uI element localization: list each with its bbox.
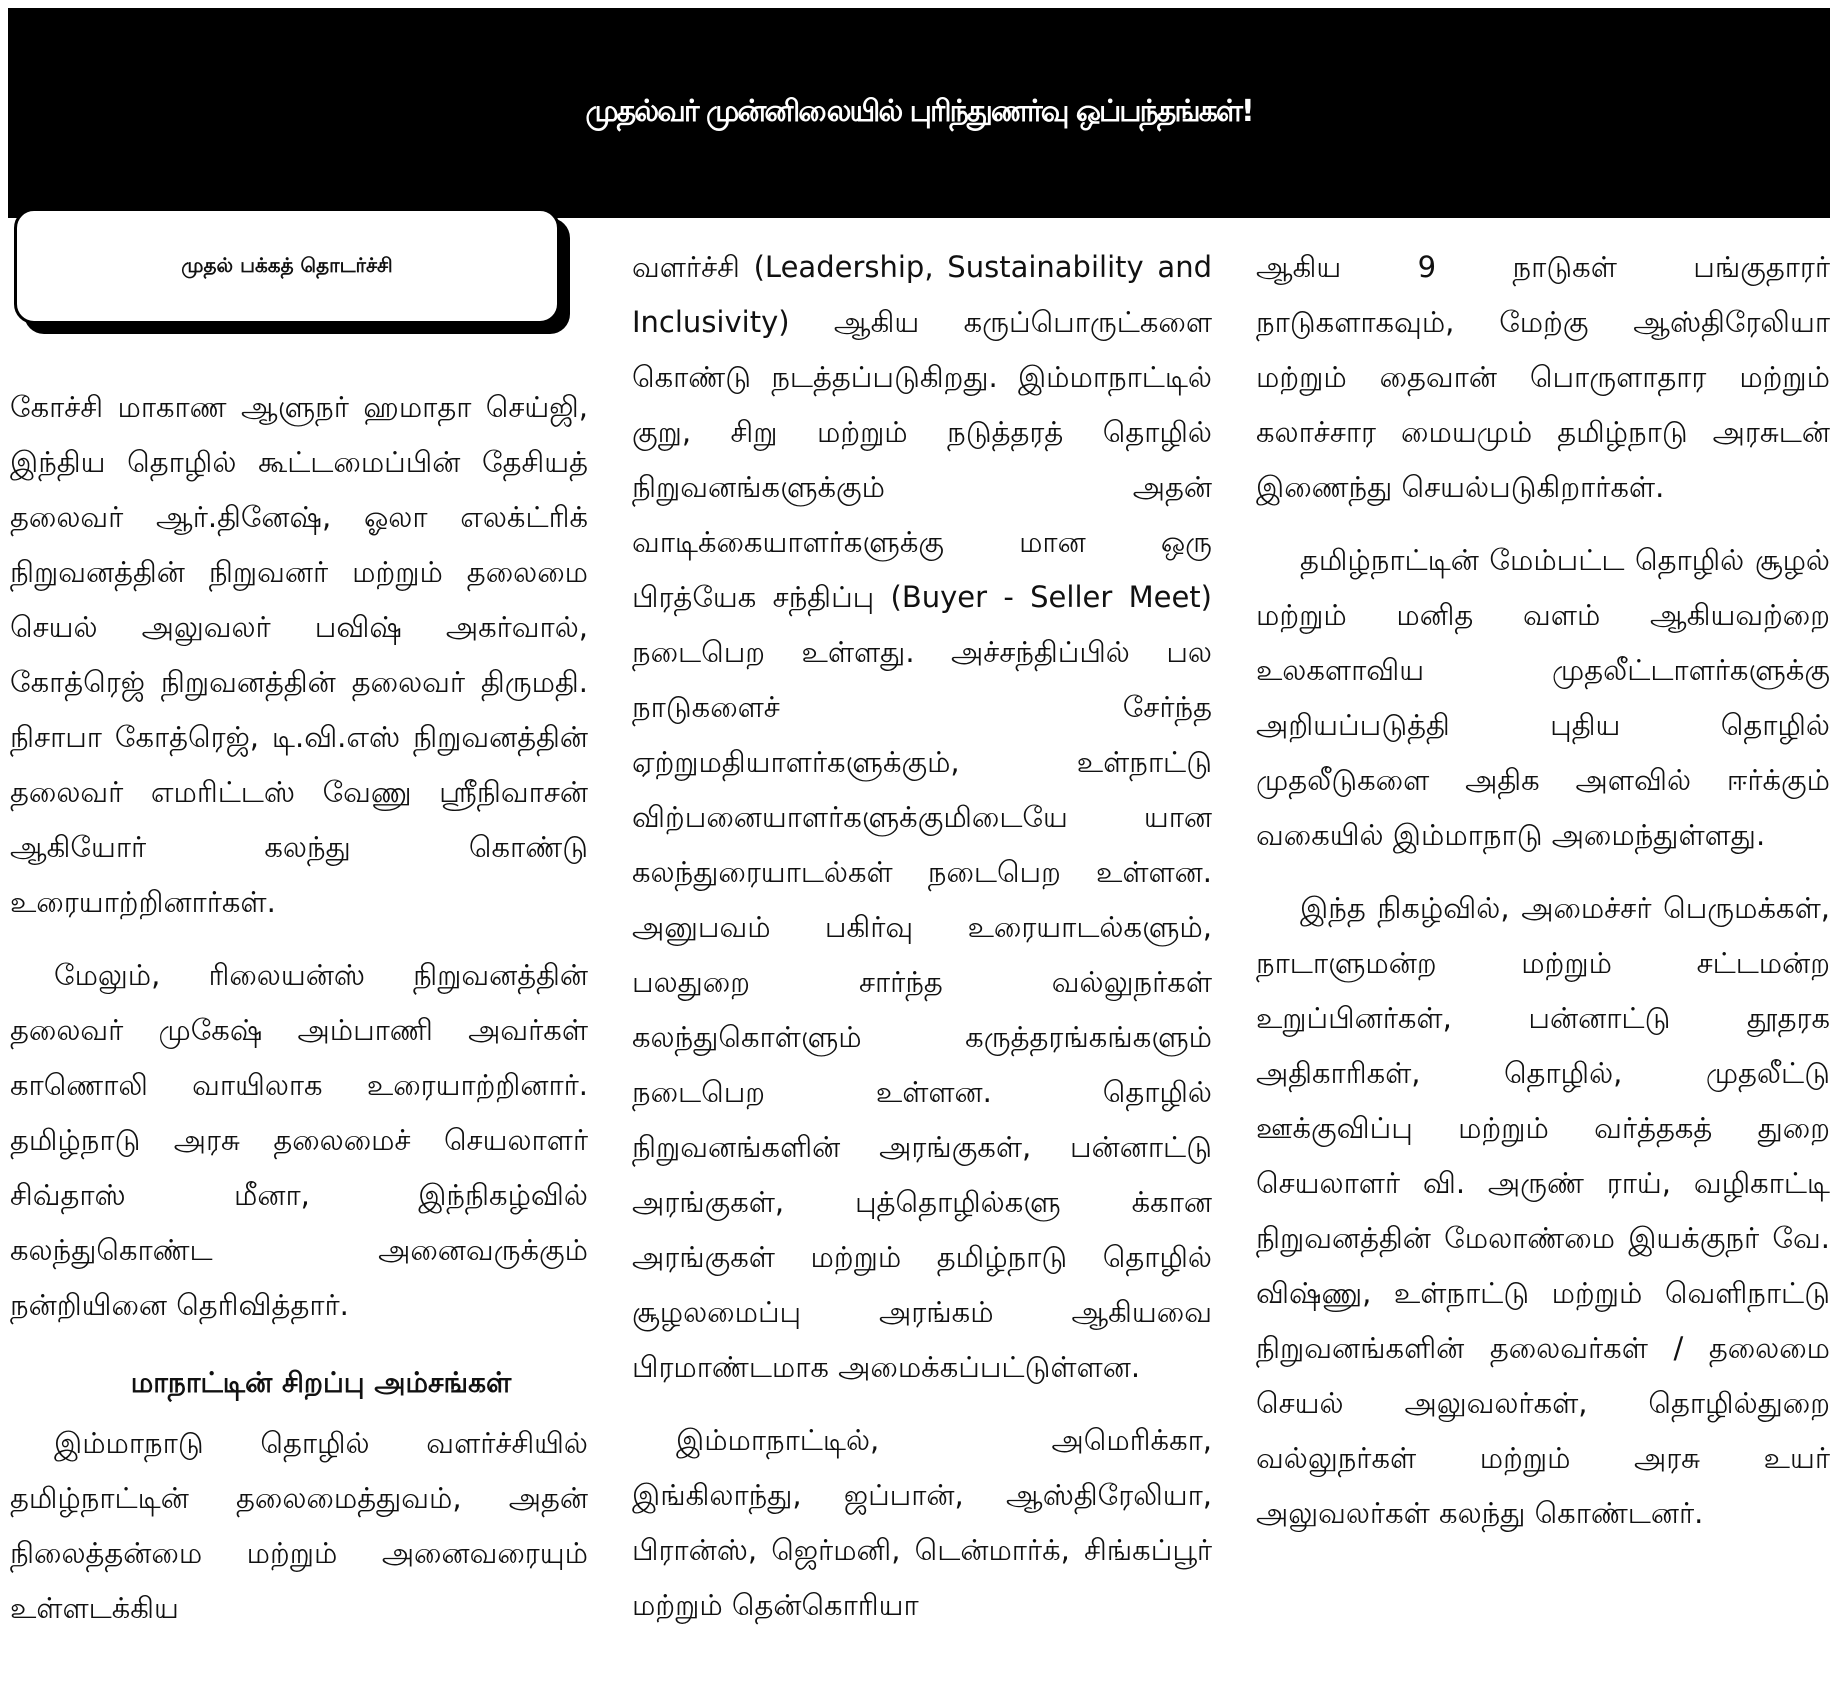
paragraph: வளர்ச்சி (Leadership, Sustainability and Inclusivity) ஆகிய கருப்பொருட்களை கொண்டு நடத்தப்படுகிறது. இம்மாநாட்டில் குறு, சிறு மற்றும் நடுத்தரத் தொழில் நிறுவனங்களுக்கும் அதன் வாடிக்கையாளர்களுக்கு மான ஒரு பிரத்யேக சந்திப்பு (Buyer - Seller Meet) நடைபெற உள்ளது. அச்சந்திப்பில் பல நாடுகளைச் சேர்ந்த ஏற்றுமதியாளர்களுக்கும், உள்நாட்டு விற்பனையாளர்களுக்குமிடையே யான கலந்துரையாடல்கள் நடைபெற உள்ளன. அனுபவம் பகிர்வு உரையாடல்களும், பலதுறை சார்ந்த வல்லுநர்கள் கலந்துகொள்ளும் கருத்தரங்கங்களும் நடைபெற உள்ளன. தொழில் நிறுவனங்களின் அரங்குகள், பன்னாட்டு அரங்குகள், புத்தொழில்களு க்கான அரங்குகள் மற்றும் தமிழ்நாடு தொழில் சூழலமைப்பு அரங்கம் ஆகியவை பிரமாண்டமாக அமைக்கப்பட்டுள்ளன. (632, 250, 1212, 1384)
paragraph: இம்மாநாட்டில், அமெரிக்கா, இங்கிலாந்து, ஜப்பான், ஆஸ்திரேலியா, பிரான்ஸ், ஜெர்மனி, டென்மார்க், சிங்கப்பூர் மற்றும் தென்கொரியா (632, 1423, 1212, 1622)
paragraph: இம்மாநாடு தொழில் வளர்ச்சியில் தமிழ்நாட்டின் தலைமைத்துவம், அதன் நிலைத்தன்மை மற்றும் அனைவரையும் உள்ளடக்கிய (10, 1426, 588, 1625)
continuation-label-box (14, 208, 560, 324)
article-column-2 (632, 240, 1212, 1633)
article-column-1 (10, 380, 588, 1636)
section-subheading: மாநாட்டின் சிறப்பு அம்சங்கள் (130, 1366, 512, 1399)
paragraph: இந்த நிகழ்வில், அமைச்சர் பெருமக்கள், நாடாளுமன்ற மற்றும் சட்டமன்ற உறுப்பினர்கள், பன்னாட்டு தூதரக அதிகாரிகள், தொழில், முதலீட்டு ஊக்குவிப்பு மற்றும் வர்த்தகத் துறை செயலாளர் வி. அருண் ராய், வழிகாட்டி நிறுவனத்தின் மேலாண்மை இயக்குநர் வே. விஷ்ணு, உள்நாட்டு மற்றும் வெளிநாட்டு நிறுவனங்களின் தலைவர்கள் / தலைமை செயல் அலுவலர்கள், தொழில்துறை வல்லுநர்கள் மற்றும் அரசு உயர் அலுவலர்கள் கலந்து கொண்டனர். (1256, 891, 1830, 1530)
paragraph: கோச்சி மாகாண ஆளுநர் ஹமாதா செய்ஜி, இந்திய தொழில் கூட்டமைப்பின் தேசியத் தலைவர் ஆர்.தினேஷ், ஓலா எலக்ட்ரிக் நிறுவனத்தின் நிறுவனர் மற்றும் தலைமை செயல் அலுவலர் பவிஷ் அகர்வால், கோத்ரெஜ் நிறுவனத்தின் தலைவர் திருமதி. நிசாபா கோத்ரெஜ், டி.வி.எஸ் நிறுவனத்தின் தலைவர் எமரிட்டஸ் வேணு ஸ்ரீநிவாசன் ஆகியோர் கலந்து கொண்டு உரையாற்றினார்கள். (10, 390, 588, 919)
article-column-3 (1256, 240, 1830, 1541)
continuation-label: முதல் பக்கத் தொடர்ச்சி (181, 252, 393, 277)
headline-banner (8, 8, 1830, 218)
paragraph: மேலும், ரிலையன்ஸ் நிறுவனத்தின் தலைவர் முகேஷ் அம்பாணி அவர்கள் காணொலி வாயிலாக உரையாற்றினார். தமிழ்நாடு அரசு தலைமைச் செயலாளர் சிவ்தாஸ் மீனா, இந்நிகழ்வில் கலந்துகொண்ட அனைவருக்கும் நன்றியினை தெரிவித்தார். (10, 958, 588, 1322)
headline: முதல்வர் முன்னிலையில் புரிந்துணர்வு ஒப்பந்தங்கள்! (585, 93, 1253, 129)
paragraph: ஆகிய 9 நாடுகள் பங்குதாரர் நாடுகளாகவும், மேற்கு ஆஸ்திரேலியா மற்றும் தைவான் பொருளாதார மற்றும் கலாச்சார மையமும் தமிழ்நாடு அரசுடன் இணைந்து செயல்படுகிறார்கள். (1256, 250, 1830, 504)
paragraph: தமிழ்நாட்டின் மேம்பட்ட தொழில் சூழல் மற்றும் மனித வளம் ஆகியவற்றை உலகளாவிய முதலீட்டாளர்களுக்கு அறியப்படுத்தி புதிய தொழில் முதலீடுகளை அதிக அளவில் ஈர்க்கும் வகையில் இம்மாநாடு அமைந்துள்ளது. (1256, 543, 1830, 852)
